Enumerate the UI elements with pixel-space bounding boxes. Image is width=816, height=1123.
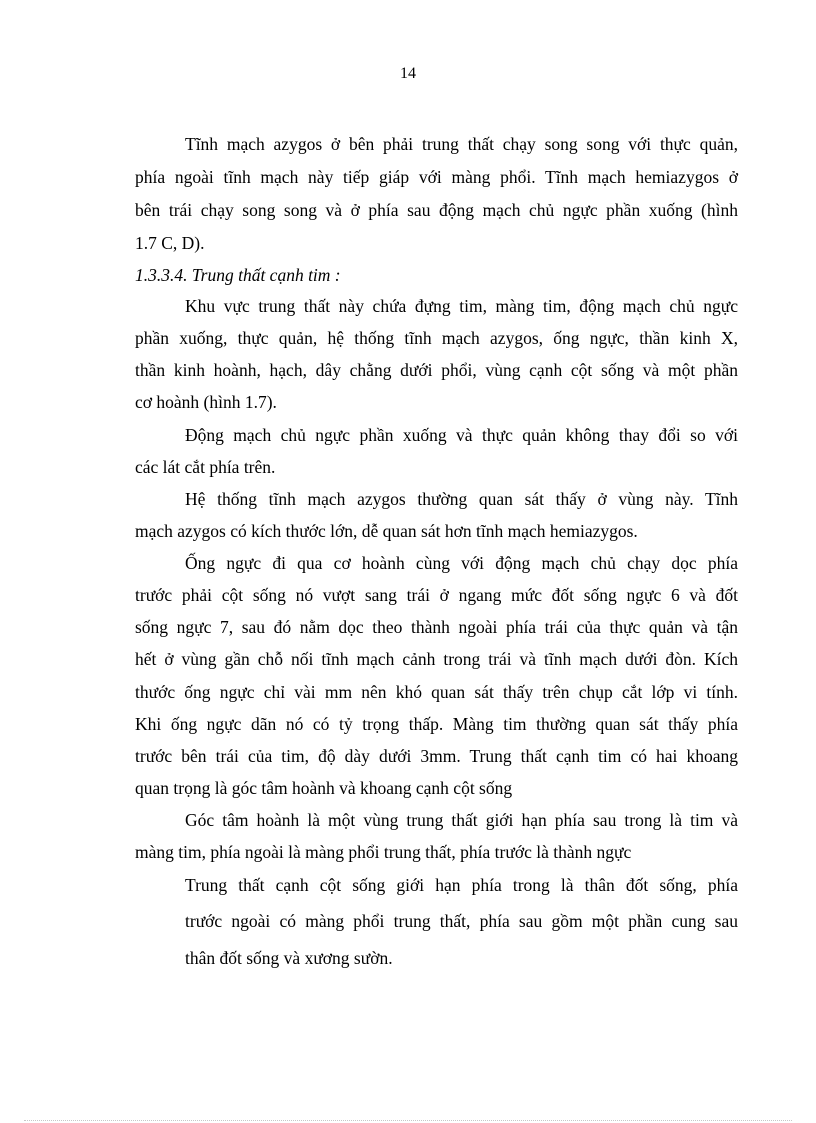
text-line: bên trái chạy song song và ở phía sau động mạch chủ ngực phần xuống (hình [135,200,738,220]
page-number: 14 [400,65,416,82]
text-line: thước ống ngực chỉ vài mm nên khó quan sát thấy trên chụp cắt lớp vi tính. [135,682,738,702]
text-line: cơ hoành (hình 1.7). [135,392,277,412]
text-line: Hệ thống tĩnh mạch azygos thường quan sát thấy ở vùng này. Tĩnh [185,489,738,509]
text-line: mạch azygos có kích thước lớn, dễ quan sát hơn tĩnh mạch hemiazygos. [135,521,638,541]
text-line: phía ngoài tĩnh mạch này tiếp giáp với màng phổi. Tĩnh mạch hemiazygos ở [135,167,738,187]
text-line: Khi ống ngực dãn nó có tỷ trọng thấp. Màng tim thường quan sát thấy phía [135,714,738,734]
text-line: hết ở vùng gần chỗ nối tĩnh mạch cảnh trong trái và tĩnh mạch dưới đòn. Kích [135,649,738,669]
text-line: trước bên trái của tim, độ dày dưới 3mm. Trung thất cạnh tim có hai khoang [135,746,738,766]
text-line: Góc tâm hoành là một vùng trung thất giới hạn phía sau trong là tim và [185,810,738,830]
text-line: trước phải cột sống nó vượt sang trái ở ngang mức đốt sống ngực 6 và đốt [135,585,738,605]
text-line: 1.7 C, D). [135,233,205,253]
text-line: Khu vực trung thất này chứa đựng tim, màng tim, động mạch chủ ngực [185,296,738,316]
text-line: thân đốt sống và xương sườn. [185,948,393,968]
page-bottom-border [24,1120,792,1121]
text-line: Trung thất cạnh cột sống giới hạn phía trong là thân đốt sống, phía [185,875,738,895]
text-line: màng tim, phía ngoài là màng phổi trung thất, phía trước là thành ngực [135,842,632,862]
text-line: quan trọng là góc tâm hoành và khoang cạnh cột sống [135,778,513,798]
text-line: sống ngực 7, sau đó nằm dọc theo thành ngoài phía trái của thực quản và tận [135,617,738,637]
text-line: các lát cắt phía trên. [135,457,276,477]
text-line: phần xuống, thực quản, hệ thống tĩnh mạch azygos, ống ngực, thần kinh X, [135,328,738,348]
text-line: Ống ngực đi qua cơ hoành cùng với động mạch chủ chạy dọc phía [185,553,738,573]
text-line: trước ngoài có màng phổi trung thất, phía sau gồm một phần cung sau [185,911,738,931]
text-line: Tĩnh mạch azygos ở bên phải trung thất chạy song song với thực quản, [185,134,738,154]
section-heading: 1.3.3.4. Trung thất cạnh tim : [135,265,341,285]
text-line: thần kinh hoành, hạch, dây chằng dưới phổi, vùng cạnh cột sống và một phần [135,360,738,380]
text-line: Động mạch chủ ngực phần xuống và thực quản không thay đổi so với [185,425,738,445]
